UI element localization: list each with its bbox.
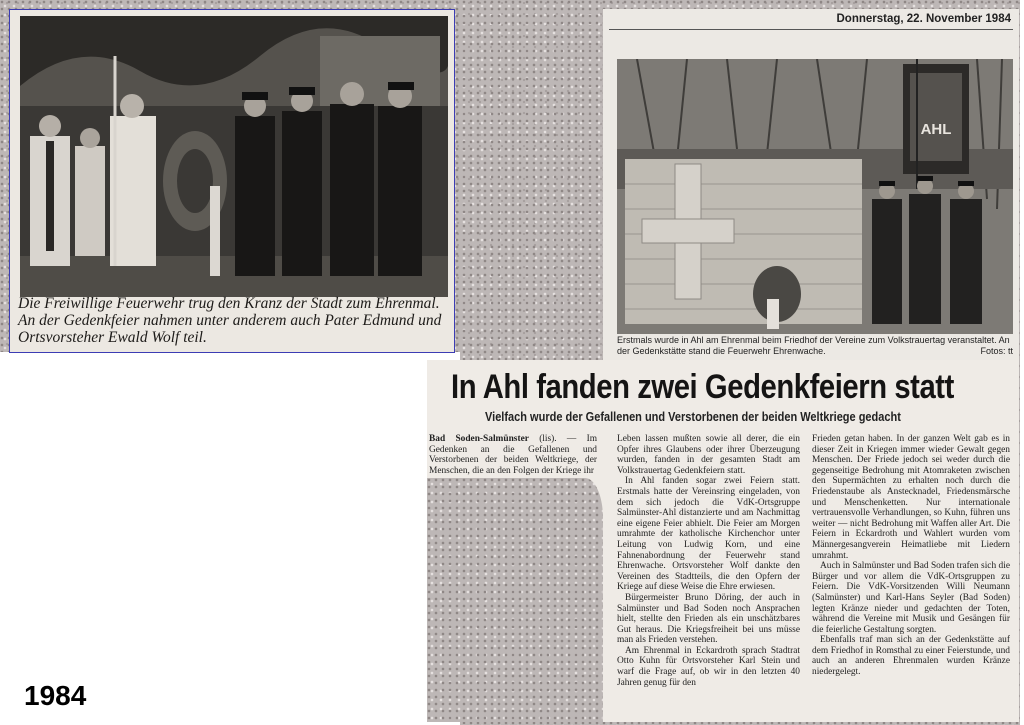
white-margin [1020,0,1024,725]
column-1-text: (lis). — Im Gedenken an die Gefallenen und Verstorbenen der beiden Weltkriege, der Menschen, die an den Folgen der Kriege ihr [429,434,597,476]
paragraph: In Ahl fanden sogar zwei Feiern statt. Erstmals hatte der Vereinsring eingeladen, von dem sich jedoch die VdK-Ortsgruppe Salmünster-Ahl distanzierte und am Nachmittag eine eigene Feier abhielt. Die Feier am Morgen umrahmte der katholische Kirchenchor unter Leitung von Ludwig Korn, und eine Fahnenabordnung der Feuerwehr stand Ehrenwache. Ortsvorsteher Wolf dankte den Vereinen des Stadtteils, die den Opfern der Kriege auf diese Weise die Ehre erwiesen. [617,476,800,593]
paragraph: Auch in Salmünster und Bad Soden trafen sich die Bürger und vor allem die VdK-Ortsgruppen zu Feiern. Die VdK-Vorsitzenden Willi Neumann (Salmünster) und Karl-Hans Seyler (Bad Soden) legten Kränze nieder und gedachten der Toten, während die Vereine mit Musik und Gesängen für die feierliche Gestaltung sorgten. [812,561,1010,635]
article-column-2 [617,434,800,688]
photo-credit: Fotos: tt [980,345,1013,356]
right-photo-caption [617,335,1013,356]
torn-clipping-edge [427,478,603,722]
article-column-1 [429,434,597,476]
photo-scene [20,16,448,297]
paragraph: Frieden getan haben. In der ganzen Welt gab es in dieser Zeit in Kriegen immer wieder Gewalt gegen Menschen. Der Friede jedoch sei weder durch die gegenseitige Bedrohung mit Atomraketen zwischen den Supermächten zu erhalten noch durch die Friedenstaube als Anstecknadel, Friedensmärsche und Menschenketten. Nur internationale vertrauensvolle Verhandlungen, so Kuhn, führen uns weiter — nicht Bedrohung mit Waffen aller Art. Die Feiern in Eckardroth und Wahlert wurden vom Männergesangverein Heimatliebe mit Liedern umrahmt. [812,434,1010,561]
dateline-rule [609,29,1013,30]
dateline-place: Bad Soden-Salmünster [429,434,529,444]
paragraph: Bürgermeister Bruno Döring, der auch in Salmünster und Bad Soden noch Ansprachen hielt, stellte den Frieden als ein unschätzbares Gut heraus. Die Kriegsfreiheit bei uns müsse man als Frieden verstehen. [617,592,800,646]
right-newspaper-clipping [603,9,1019,360]
year-label: 1984 [24,680,87,711]
article-subheadline: Vielfach wurde der Gefallenen und Verstorbenen der beiden Weltkriege gedacht [485,410,901,424]
fire-brigade-wreath-photo [20,16,448,297]
banner-text: AHL [920,121,952,138]
article-headline: In Ahl fanden zwei Gedenkfeiern statt [451,368,954,406]
left-newspaper-clipping [9,9,455,353]
paragraph: Leben lassen mußten sowie all derer, die ein Opfer ihres Glaubens oder ihrer Überzeugung wurden, fanden in der gesamten Stadt am Volkstrauertag Gedenkfeiern statt. [617,434,800,476]
left-photo-caption: Die Freiwillige Feuerwehr trug den Kranz der Stadt zum Ehrenmal. An der Gedenkfeier nahmen unter anderem auch Pater Edmund und Ortsvorsteher Ewald Wolf teil. [18,295,442,346]
memorial-ceremony-photo [617,59,1013,334]
paragraph: Ebenfalls traf man sich an der Gedenkstätte auf dem Friedhof in Romsthal zu einer Feierstunde, und auch an anderen Ehrenmalen wurden Kränze niedergelegt. [812,635,1010,678]
paragraph: Am Ehrenmal in Eckardroth sprach Stadtrat Otto Kuhn für Ortsvorsteher Karl Stein und warf die Frage auf, ob wir in den letzten 40 Jahren genug für den [617,645,800,688]
newspaper-dateline: Donnerstag, 22. November 1984 [836,13,1011,25]
white-background [0,352,460,725]
memorial-scene [617,59,1013,334]
article-clipping [427,360,1019,722]
article-column-3 [812,434,1010,678]
caption-text: Erstmals wurde in Ahl am Ehrenmal beim Friedhof der Vereine zum Volkstrauertag veranstaltet. An der Gedenkstätte stand die Feuerwehr Ehrenwache. [617,335,1010,356]
